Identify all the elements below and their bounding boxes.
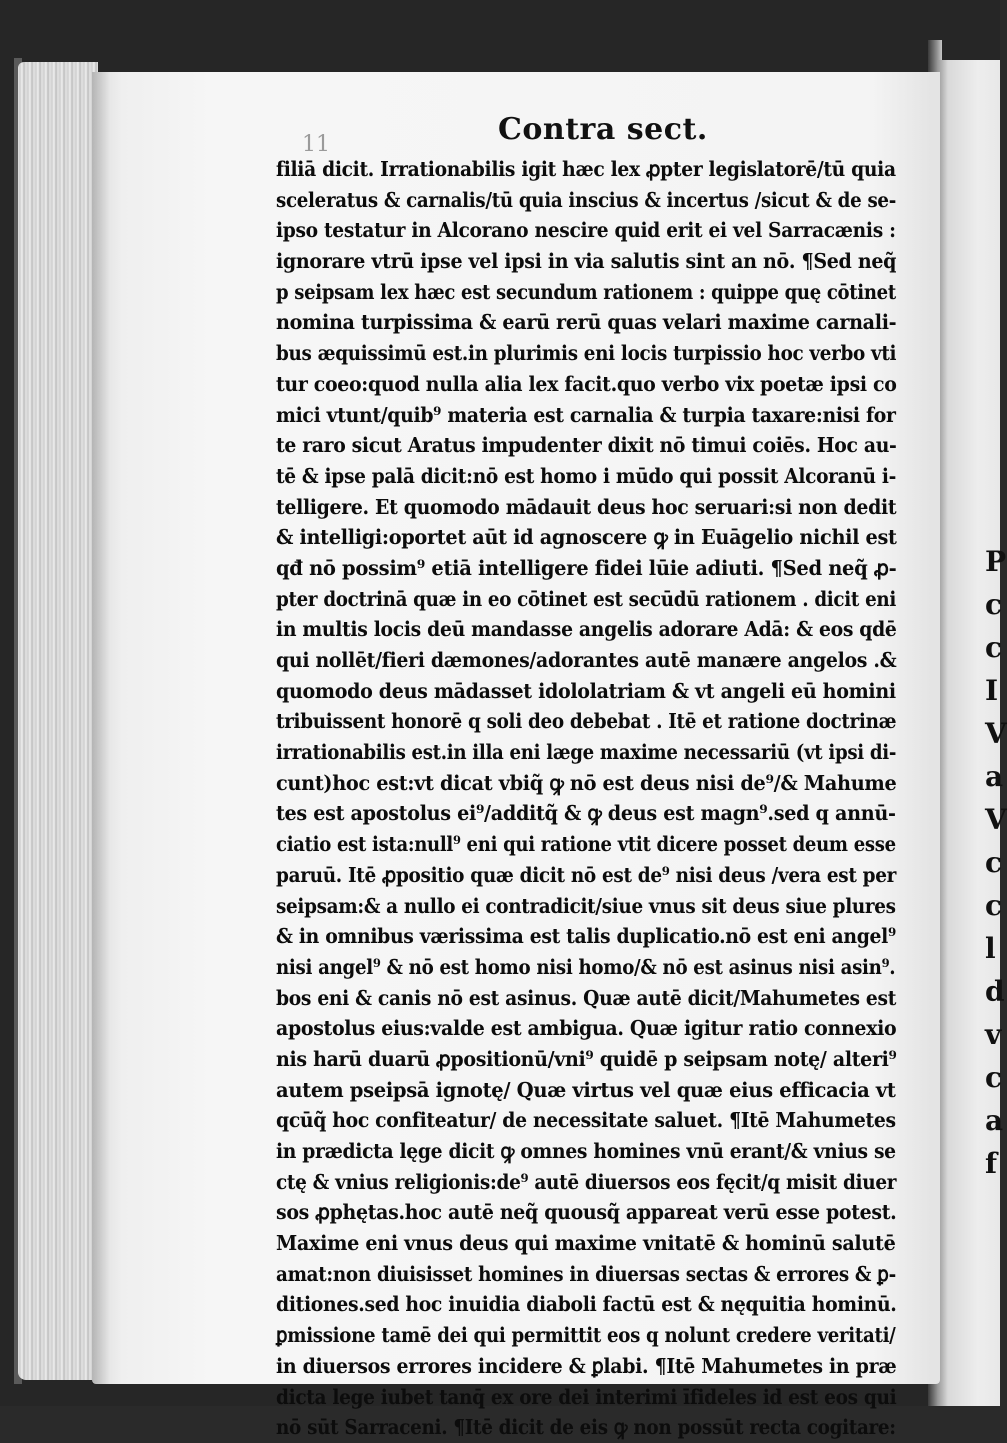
text-line: autem pseipsā ignotę/ Quæ virtus vel quæ eius efficacia vt [276,1077,896,1102]
text-line: tes est apostolus ei⁹/additq̃ & ꝙ deus est magn⁹.sed q annū- [276,801,896,826]
text-line: te raro sicut Aratus impudenter dixit nō timui coiēs. Hoc au- [276,433,897,458]
text-line: irrationabilis est.in illa eni læge maxime necessariū (vt ipsi di- [276,740,897,765]
text-line: paruū. Itē ꝓpositio quæ dicit nō est de⁹ nisi deus /vera est per [276,862,897,887]
text-line: ꝑmissione tamē dei qui permittit eos q nolunt credere veritati/ [276,1323,896,1348]
text-line: & in omnibus værissima est talis duplicatio.nō est eni angel⁹ [276,924,896,949]
text-line: tur coeo:quod nulla alia lex facit.quo verbo vix poetæ ipsi co [276,371,897,396]
text-line: quomodo deus mādasset idololatriam & vt angeli eū homini [276,678,896,703]
text-line: qđ nō possim⁹ etiā intelligere fidei lūie adiuti. ¶Sed neq̃ ꝓ- [276,555,897,580]
text-line: qcūq̃ hoc confiteatur/ de necessitate saluet. ¶Itē Mahumetes [276,1108,896,1133]
text-line: in diuersos errores incidere & ꝑlabi. ¶Itē Mahumetes in præ [276,1353,897,1378]
text-line: amat:non diuisisset homines in diuersas sectas & errores & ꝑ- [276,1261,896,1286]
page-gutter-shadow [92,72,110,1384]
text-line: Maxime eni vnus deus qui maxime vnitatē & hominū salutē [276,1231,896,1256]
text-line: ipso testatur in Alcorano nescire quid erit ei vel Sarracænis : [276,218,896,243]
running-head: Contra sect. [498,112,708,147]
text-line: pter doctrinā quæ in eo cōtinet est secūdū rationem . dicit eni [276,586,897,611]
text-line: telligere. Et quomodo mādauit deus hoc seruari:si non dedit [276,494,897,519]
text-line: bus æquissimū est.in plurimis eni locis turpissio hoc verbo vti [276,341,897,366]
text-line: nisi angel⁹ & nō est homo nisi homo/& nō est asinus nisi asin⁹. [276,954,896,979]
facing-page-edge-text: P c c I V a V c c l d v c a f [985,545,1007,1180]
text-line: nō sūt Sarraceni. ¶Itē dicit de eis ꝙ non possūt recta cogitare: [276,1415,896,1440]
text-line: apostolus eius:valde est ambigua. Quæ igitur ratio connexio [276,1016,897,1041]
text-line: ignorare vtrū ipse vel ipsi in via salutis sint an nō. ¶Sed neq̃ [276,249,897,274]
text-line: nis harū duarū ꝓpositionū/vni⁹ quidē p seipsam notę/ alteri⁹ [276,1046,897,1071]
text-line: tē & ipse palā dicit:nō est homo i mūdo qui possit Alcoranū i- [276,463,897,488]
text-line: sos ꝓphętas.hoc autē neq̃ quousq̃ appareat verū esse potest. [276,1200,897,1225]
text-line: cunt)hoc est:vt dicat vbiq̃ ꝙ nō est deus nisi de⁹/& Mahume [276,770,897,795]
text-line: seipsam:& a nullo ei contradicit/siue vnus sit deus siue plures [276,893,896,918]
text-line: mici vtunt/quib⁹ materia est carnalia & turpia taxare:nisi for [276,402,896,427]
text-line: p seipsam lex hæc est secundum rationem : quippe quę cōtinet [276,279,896,304]
text-line: in prædicta lęge dicit ꝙ omnes homines vnū erant/& vnius se [276,1139,896,1163]
text-line: ditiones.sed hoc inuidia diaboli factū est & nęquitia hominū. [276,1292,897,1317]
text-line: ctę & vnius religionis:de⁹ autē diuersos eos fęcit/q misit diuer [276,1169,897,1194]
page-stack-edge [18,62,98,1380]
text-line: nomina turpissima & earū rerū quas velari maxime carnali- [276,310,897,335]
text-line: ciatio est ista:null⁹ eni qui ratione vtit dicere posset deum esse [276,832,896,857]
text-line: sceleratus & carnalis/tū quia inscius & incertus /sicut & de se- [276,187,896,212]
text-line: dicta lege iubet tanq̄ ex ore dei interimi īfideles id est eos qui [276,1384,897,1409]
text-line: tribuissent honorē q soli deo debebat . Itē et ratione doctrinæ [276,709,897,734]
text-line: bos eni & canis nō est asinus. Quæ autē dicit/Mahumetes est [276,985,897,1010]
text-line: & intelligi:oportet aūt id agnoscere ꝙ in Euāgelio nichil est [276,525,897,550]
folio-number: 11 [302,132,330,157]
text-line: in multis locis deū mandasse angelis adorare Adā: & eos qdē [276,617,897,642]
text-line: filiā dicit. Irrationabilis igit hæc lex ꝓpter legislatorē/tū quia [276,157,896,181]
body-text [276,154,896,1443]
text-line: qui nollēt/fieri dæmones/adorantes autē manære angelos .& [276,648,897,672]
